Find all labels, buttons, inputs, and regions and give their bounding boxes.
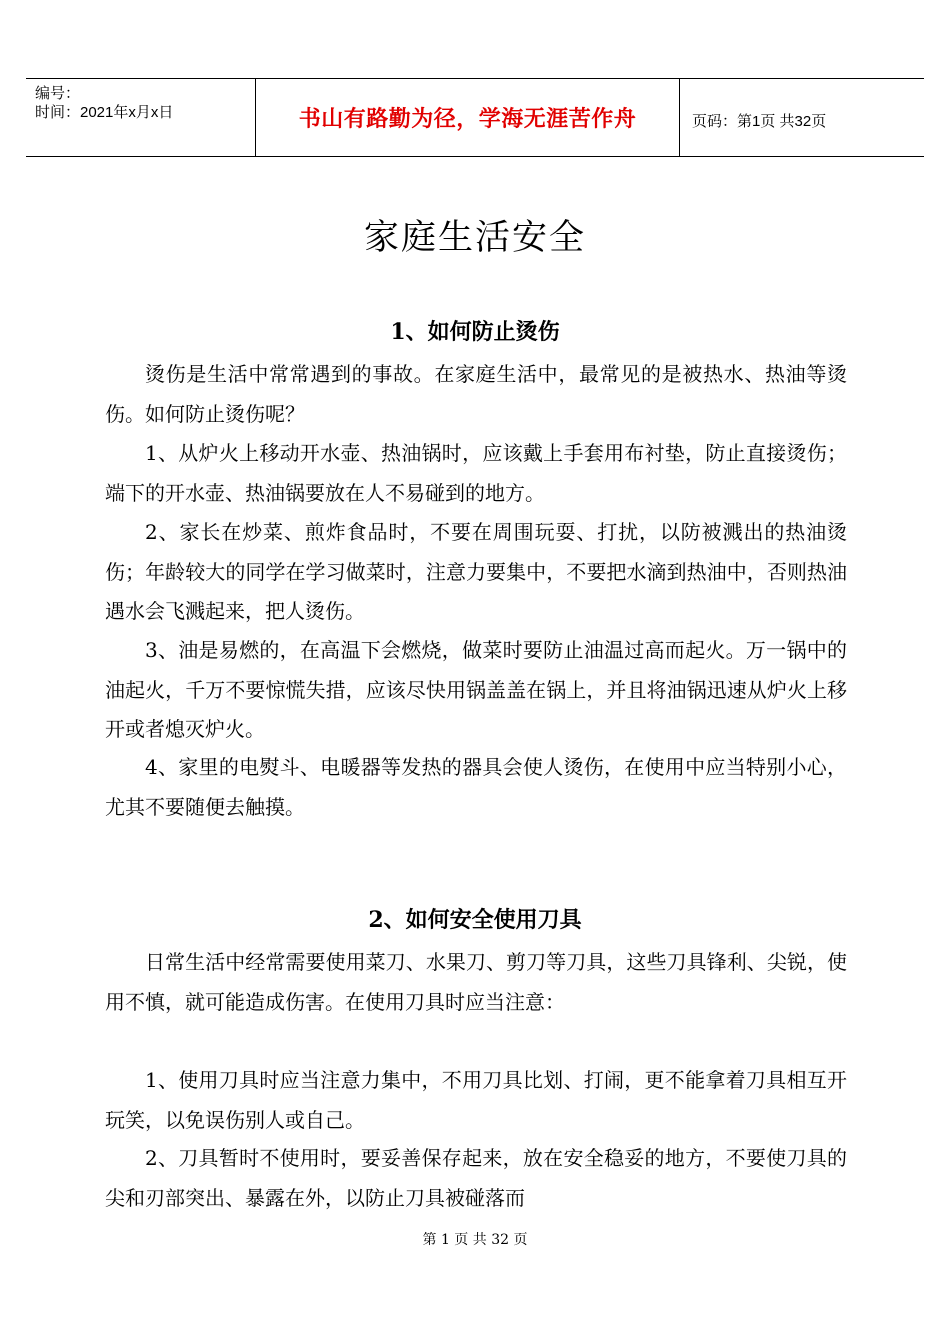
document-time-label: 时间：2021年x月x日 xyxy=(35,104,174,121)
document-header xyxy=(26,78,924,157)
paragraph: 日常生活中经常需要使用菜刀、水果刀、剪刀等刀具，这些刀具锋利、尖锐，使用不慎，就可能造成伤害。在使用刀具时应当注意： xyxy=(105,950,847,1014)
paragraph: 4、家里的电熨斗、电暖器等发热的器具会使人烫伤，在使用中应当特别小心，尤其不要随便去触摸。 xyxy=(105,755,847,819)
header-motto-cell xyxy=(255,79,680,156)
section-heading-burns: 1、如何防止烫伤 xyxy=(390,319,560,345)
header-meta xyxy=(26,79,255,156)
paragraph: 烫伤是生活中常常遇到的事故。在家庭生活中，最常见的是被热水、热油等烫伤。如何防止烫伤呢？ xyxy=(105,362,847,426)
paragraph: 2、刀具暂时不使用时，要妥善保存起来，放在安全稳妥的地方，不要使刀具的尖和刃部突出、暴露在外，以防止刀具被碰落而 xyxy=(105,1146,847,1210)
paragraph: 3、油是易燃的，在高温下会燃烧，做菜时要防止油温过高而起火。万一锅中的油起火，千万不要惊慌失措，应该尽快用锅盖盖在锅上，并且将油锅迅速从炉火上移开或者熄灭炉火。 xyxy=(105,638,847,741)
header-page-code: 页码：第1页 共32页 xyxy=(692,113,827,130)
paragraph: 2、家长在炒菜、煎炸食品时，不要在周围玩耍、打扰，以防被溅出的热油烫伤；年龄较大的同学在学习做菜时，注意力要集中，不要把水滴到热油中，否则热油遇水会飞溅起来，把人烫伤。 xyxy=(105,520,847,623)
paragraph: 1、从炉火上移动开水壶、热油锅时，应该戴上手套用布衬垫，防止直接烫伤；端下的开水壶、热油锅要放在人不易碰到的地方。 xyxy=(105,441,847,505)
paragraph: 1、使用刀具时应当注意力集中，不用刀具比划、打闹，更不能拿着刀具相互开玩笑，以免误伤别人或自己。 xyxy=(105,1068,847,1132)
document-title: 家庭生活安全 xyxy=(363,218,586,258)
section-heading-knives: 2、如何安全使用刀具 xyxy=(368,907,582,933)
header-motto: 书山有路勤为径，学海无涯苦作舟 xyxy=(298,107,637,132)
page-footer: 第 1 页 共 32 页 xyxy=(422,1232,528,1248)
document-number-label: 编号： xyxy=(35,85,81,102)
